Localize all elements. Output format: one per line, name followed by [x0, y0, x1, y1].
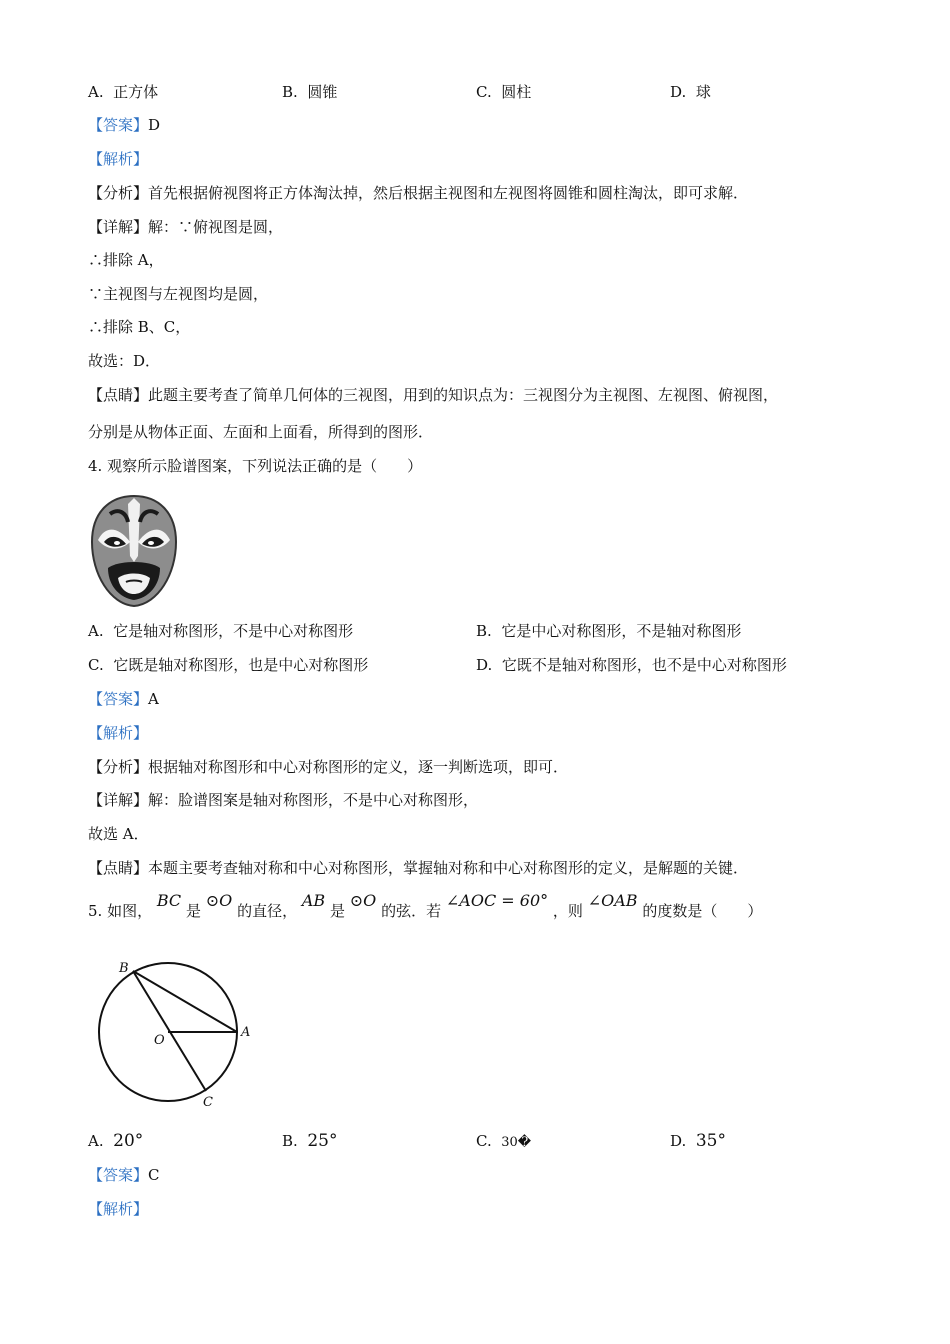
q3-dianjing: 【点睛】此题主要考查了简单几何体的三视图，用到的知识点为：三视图分为主视图、左视图、俯视图，: [88, 386, 779, 404]
q3-step-2: ∵主视图与左视图均是圆，: [88, 285, 269, 303]
q5-math-angle-aoc: ∠AOC = 60°: [445, 891, 549, 910]
q5-analysis-heading: 【解析】: [88, 1200, 149, 1218]
q5-math-angle-oab: ∠OAB: [587, 891, 638, 910]
q4-conclusion: 故选 A．: [88, 825, 149, 843]
q3-option-c: C. 圆柱: [476, 83, 532, 101]
q4-stem: 4. 观察所示脸谱图案，下列说法正确的是（ ）: [88, 457, 423, 475]
q5-stem: 5. 如图， BC 是 ⊙O 的直径， AB 是 ⊙O 的弦．若 ∠AOC = 60° ，则 ∠OAB 的度数是（ ）: [88, 891, 763, 920]
q4-option-c: C. 它既是轴对称图形，也是中心对称图形: [88, 656, 369, 674]
q3-xiangjie: 【详解】解：∵俯视图是圆，: [88, 218, 284, 236]
q3-step-1: ∴排除 A，: [88, 251, 164, 269]
q4-option-a: A. 它是轴对称图形，不是中心对称图形: [88, 622, 354, 640]
q3-option-a: A. 正方体: [88, 83, 159, 101]
q3-analysis-heading: 【解析】: [88, 150, 149, 168]
q4-answer: 【答案】A: [88, 690, 159, 708]
q5-math-circle-o-2: ⊙O: [349, 891, 377, 910]
q5-math-circle-o: ⊙O: [205, 891, 233, 910]
q5-option-b: B. 25°: [282, 1131, 338, 1151]
label-b: B: [119, 961, 129, 976]
label-o: O: [154, 1033, 165, 1048]
q3-dianjing-cont: 分别是从物体正面、左面和上面看，所得到的图形．: [88, 423, 434, 441]
q3-answer: 【答案】D: [88, 116, 161, 134]
q4-option-d: D. 它既不是轴对称图形，也不是中心对称图形: [476, 656, 787, 674]
q3-fenxi: 【分析】首先根据俯视图将正方体淘汰掉，然后根据主视图和左视图将圆锥和圆柱淘汰，即可求解．: [88, 184, 749, 202]
circle-figure: [88, 952, 258, 1112]
q5-math-ab: AB: [301, 891, 326, 910]
opera-mask-image: [88, 494, 180, 608]
q5-answer: 【答案】C: [88, 1166, 160, 1184]
q5-option-c: C. 30�: [476, 1132, 532, 1150]
label-c: C: [203, 1095, 213, 1110]
q5-option-a: A. 20°: [88, 1131, 144, 1151]
q4-analysis-heading: 【解析】: [88, 724, 149, 742]
q4-option-b: B. 它是中心对称图形，不是轴对称图形: [476, 622, 742, 640]
chord-ab: [133, 971, 237, 1032]
q3-step-4: 故选：D．: [88, 352, 161, 370]
q3-option-d: D. 球: [670, 83, 711, 101]
label-a: A: [241, 1025, 251, 1040]
q3-option-b: B. 圆锥: [282, 83, 338, 101]
q5-option-d: D. 35°: [670, 1131, 726, 1151]
q4-dianjing: 【点睛】本题主要考查轴对称和中心对称图形，掌握轴对称和中心对称图形的定义，是解题的关键．: [88, 859, 749, 877]
q4-xiangjie: 【详解】解：脸谱图案是轴对称图形，不是中心对称图形，: [88, 791, 479, 809]
q5-math-bc: BC: [156, 891, 182, 910]
q3-step-3: ∴排除 B、C，: [88, 318, 191, 336]
q4-fenxi: 【分析】根据轴对称图形和中心对称图形的定义，逐一判断选项，即可．: [88, 758, 569, 776]
